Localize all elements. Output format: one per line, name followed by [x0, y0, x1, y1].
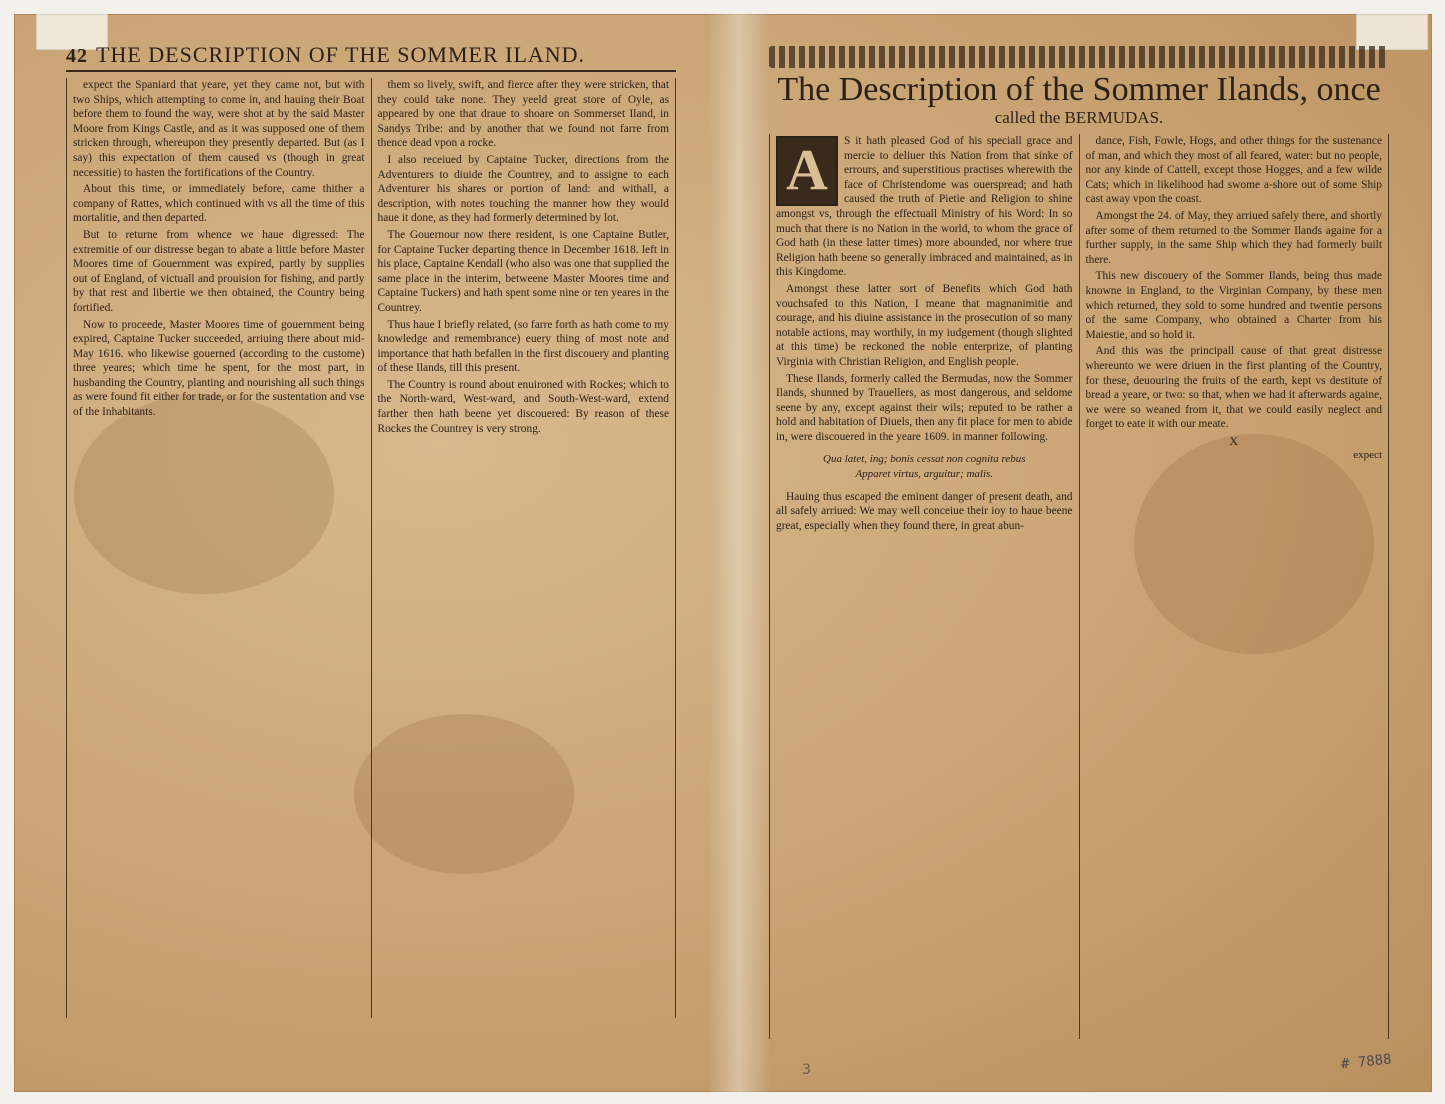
inventory-number: # 7888 — [1340, 1051, 1393, 1073]
paragraph: This new discouery of the Sommer Ilands, being thus made knowne in England, to the Virginian Company, by these men which returned, they sold to some hundred and twentie persons of the same Company, who obtained a Charter from his Maiestie, and so hold it. — [1085, 270, 1382, 341]
paragraph: The Gouernour now there resident, is one Captaine Butler, for Captaine Tucker departing thence in December 1618. left in his place, Captaine Kendall (who also was one that supplied the same place in the interim, betweene Master Moores time and Captaine Tuckers) and hath spent some nine or ten yeares in the Countrey. — [377, 228, 669, 314]
catchword: expect — [1353, 449, 1382, 462]
page-title: The Description of the Sommer Ilands, once — [777, 71, 1381, 108]
paragraph: Hauing thus escaped the eminent danger of present death, and all safely arriued: We may well conceiue their ioy to haue beene great, especially when they found there, in great abun- — [776, 490, 1073, 532]
paragraph: Amongst the 24. of May, they arriued safely there, and shortly after some of them returned to the Sommer Ilands againe for a further supply, in the same Ship which they had formerly built there. — [1085, 209, 1382, 266]
right-columns — [769, 134, 1389, 1039]
signature-mark: X — [1229, 433, 1239, 448]
motto-line: Qua latet, ing; bonis cessat non cognita rebus — [823, 453, 1026, 466]
running-head — [66, 42, 676, 72]
paragraph: But to returne from whence we haue digressed: The extremitie of our distresse began to abate a little before Master Moores time of Gouernment was expired, partly by supplies out of England, of victuall and prouision for fishing, and partly by that rest and libertie we then obtained, the Country being fortified. — [73, 228, 365, 314]
left-columns — [66, 78, 676, 1018]
paragraph: I also receiued by Captaine Tucker, directions from the Adventurers to diuide the Countrey, and to assigne to each Adventurer his shares or portion of land: and withall, a description, with notes touching the manner how they would haue it done, as they had formerly determined by lot. — [377, 153, 669, 225]
paragraph: dance, Fish, Fowle, Hogs, and other things for the sustenance of man, and which they most of all feared, water: but no people, nor any kinde of Cattell, except those Hogges, and a few wilde Cats; which in likelihood had swome a-shore out of some Ship cast away vpon the coast. — [1085, 135, 1382, 206]
right-page — [769, 42, 1389, 1039]
headpiece-ornament — [769, 46, 1389, 68]
margin-pencil-mark: 3 — [802, 1062, 811, 1078]
folio-number: 42 — [66, 45, 88, 67]
paragraph: The Country is round about enuironed with Rockes; which to the North-ward, West-ward, and South-West-ward, extend farther then hath beene yet discouered: By reason of these Rockes the Countrey is very strong. — [377, 378, 669, 435]
center-fold — [709, 14, 769, 1092]
drop-cap: A — [776, 136, 838, 206]
paragraph: Now to proceede, Master Moores time of gouernment being expired, Captaine Tucker succeeded, arriuing there about mid-May 1616. who likewise gouerned (according to the custome) three yeares; which time he spent, for the most part, in husbanding the Country, planting and nourishing all such things as were found fit either for trade, or for the sustentation and vse of the Inhabitants. — [73, 318, 365, 419]
running-head-text: THE DESCRIPTION OF THE SOMMER ILAND. — [96, 42, 586, 67]
paragraph: S it hath pleased God of his speciall grace and mercie to deliuer this Nation from that sinke of errours, and superstitious practises wherewith the face of Christendome was ouerspread; and hath caused the truth of Pietie and Religion to shine amongst vs, through the effectuall Ministry of his Word: In so much that there is no Nation in the world, to whom the grace of God hath (in these latter times) more abounded, nor where true Religion hath beene so generally imbraced and maintained, as in this Kingdome. — [776, 135, 1073, 279]
paragraph: About this time, or immediately before, came thither a company of Rattes, which continued with vs all the time of this mortalitie, and then departed. — [73, 183, 365, 225]
map-back-sheet — [14, 14, 1432, 1092]
latin-motto — [776, 452, 1073, 481]
paragraph: Amongst these latter sort of Benefits which God hath vouchsafed to this Nation, I meane that magnanimitie and courage, and his diuine assistance in the prosecution of so many notable actions, may worthily, in my iudgement (though slighted at this time) be reckoned the noble enterprize, of planting Virginia with Christian Religion, and English people. — [776, 282, 1073, 368]
motto-line: Apparet virtus, arguitur; malis. — [855, 468, 994, 481]
left-page — [66, 42, 676, 1018]
paragraph: Thus haue I briefly related, (so farre forth as hath come to my knowledge and remembrance) euery thing of most note and importance that hath befallen in the first discouery and planting of these Ilands, till this present. — [377, 318, 669, 375]
right-column-2 — [1079, 134, 1390, 1039]
page-subtitle: called the BERMUDAS. — [994, 108, 1164, 127]
paragraph: expect the Spaniard that yeare, yet they came not, but with two Ships, which attempting to come in, and hauing their Boat before them to found the way, were shot at by the said Master Moore from Kings Castle, and as it was supposed one of them stricken through, whereupon they presently departed. But (as I say) this expectation of them caused vs (though in great necessitie) to hasten the fortifications of the Country. — [73, 79, 365, 179]
paragraph: These Ilands, formerly called the Bermudas, now the Sommer Ilands, shunned by Trauellers, as most dangerous, and seldome seene by any, except against their wils; reputed to be rather a hold and habitation of Diuels, then any fit place for men to abide in, were discouered in the yeare 1609. in manner following. — [776, 372, 1073, 443]
right-column-1 — [769, 134, 1079, 1039]
paragraph: And this was the principall cause of that great distresse whereunto we were driuen in the first planting of the Country, for these, deuouring the fruits of the earth, kept vs destitute of bread a yeare, or two: so that, when we had it afterwards againe, we were so weaned from it, that we could easily neglect and forget to eate it with our meate. — [1085, 345, 1382, 431]
left-column-1 — [66, 78, 371, 1018]
paragraph: them so lively, swift, and fierce after they were stricken, that they could take none. They yeeld great store of Oyle, as appeared by one that draue to shoare on Sommerset Iland, in Sandys Tribe: and by another that we found not farre from thence dead vpon a rocke. — [377, 79, 669, 150]
left-column-2 — [371, 78, 677, 1018]
